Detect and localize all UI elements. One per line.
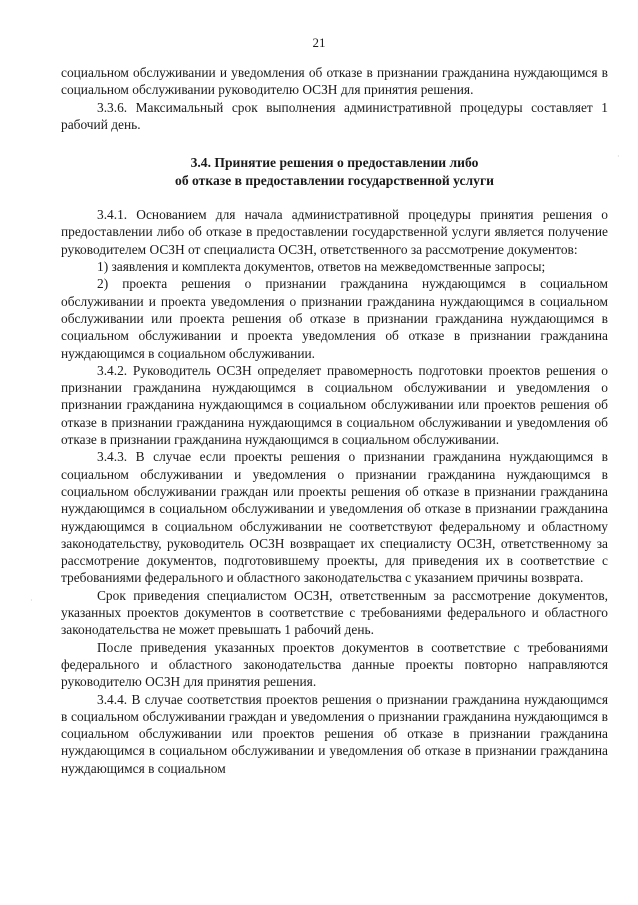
paragraph-3-4-1: 3.4.1. Основанием для начала административной процедуры принятия решения о предоставлении либо об отказе в предоставлении государственной услуги является получение руководителем ОСЗН от специалиста ОСЗН, ответственного за рассмотрение документов: — [61, 207, 608, 257]
scan-speck: · — [617, 152, 620, 161]
section-heading — [61, 154, 608, 189]
paragraph-deadline: Срок приведения специалистом ОСЗН, ответственным за рассмотрение документов, указанных проектов документов в соответствие с требованиями федерального и областного законодательства не может превышать 1 рабочий день. — [61, 587, 608, 638]
scan-speck: · — [30, 596, 33, 605]
page-number: 21 — [312, 35, 326, 50]
document-body — [61, 64, 608, 777]
list-item-1: 1) заявления и комплекта документов, ответов на межведомственные запросы; — [97, 259, 546, 275]
paragraph-3-4-2: 3.4.2. Руководитель ОСЗН определяет правомерность подготовки проектов решения о признании гражданина нуждающимся в социальном обслуживании и уведомления о признании гражданина нуждающимся в социальном обслуживании или проектов решения об отказе в признании гражданина нуждающимся в социальном обслуживании и уведомления об отказе в признании гражданина нуждающимся в социальном обслуживании. — [61, 362, 608, 448]
paragraph-continuation: социальном обслуживании и уведомления об отказе в признании гражданина нуждающимся в социальном обслуживании руководителю ОСЗН для принятия решения. — [61, 65, 608, 98]
paragraph-3-3-6: 3.3.6. Максимальный срок выполнения административной процедуры составляет 1 рабочий день. — [61, 99, 608, 132]
section-heading-line-2: об отказе в предоставлении государственной услуги — [175, 172, 494, 188]
paragraph-resubmission: После приведения указанных проектов документов в соответствие с требованиями федерального и областного законодательства данные проекты повторно направляются руководителю ОСЗН для принятия решения. — [61, 639, 608, 690]
paragraph-3-4-3: 3.4.3. В случае если проекты решения о признании гражданина нуждающимся в социальном обслуживании и уведомления о признании гражданина нуждающимся в социальном обслуживании граждан или проекты решения об отказе в признании гражданина нуждающимся в социальном обслуживании и уведомления об отказе в признании гражданина нуждающимся в социальном обслуживании не соответствуют федеральному и областному законодательству, руководитель ОСЗН возвращает их специалисту ОСЗН, ответственному за рассмотрение документов, подготовившему проекты, для приведения их в соответствие с требованиями федерального и областного законодательства с указанием причины возврата. — [61, 449, 608, 586]
section-heading-line-1: 3.4. Принятие решения о предоставлении либо — [190, 155, 479, 171]
paragraph-3-4-4: 3.4.4. В случае соответствия проектов решения о признании гражданина нуждающимся в социальном обслуживании граждан и уведомления о признании гражданина нуждающимся в социальном обслуживании или проектов решения об отказе в признании гражданина нуждающимся в социальном обслуживании и уведомления об отказе в признании гражданина нуждающимся в социальном — [61, 691, 608, 776]
list-item-2: 2) проекта решения о признании гражданина нуждающимся в социальном обслуживании и проекта уведомления о признании гражданина нуждающимся в социальном обслуживании или проекта решения об отказе в признании гражданина нуждающимся в социальном обслуживании и проекта уведомления об отказе в признании гражданина нуждающимся в социальном обслуживании. — [61, 276, 608, 361]
